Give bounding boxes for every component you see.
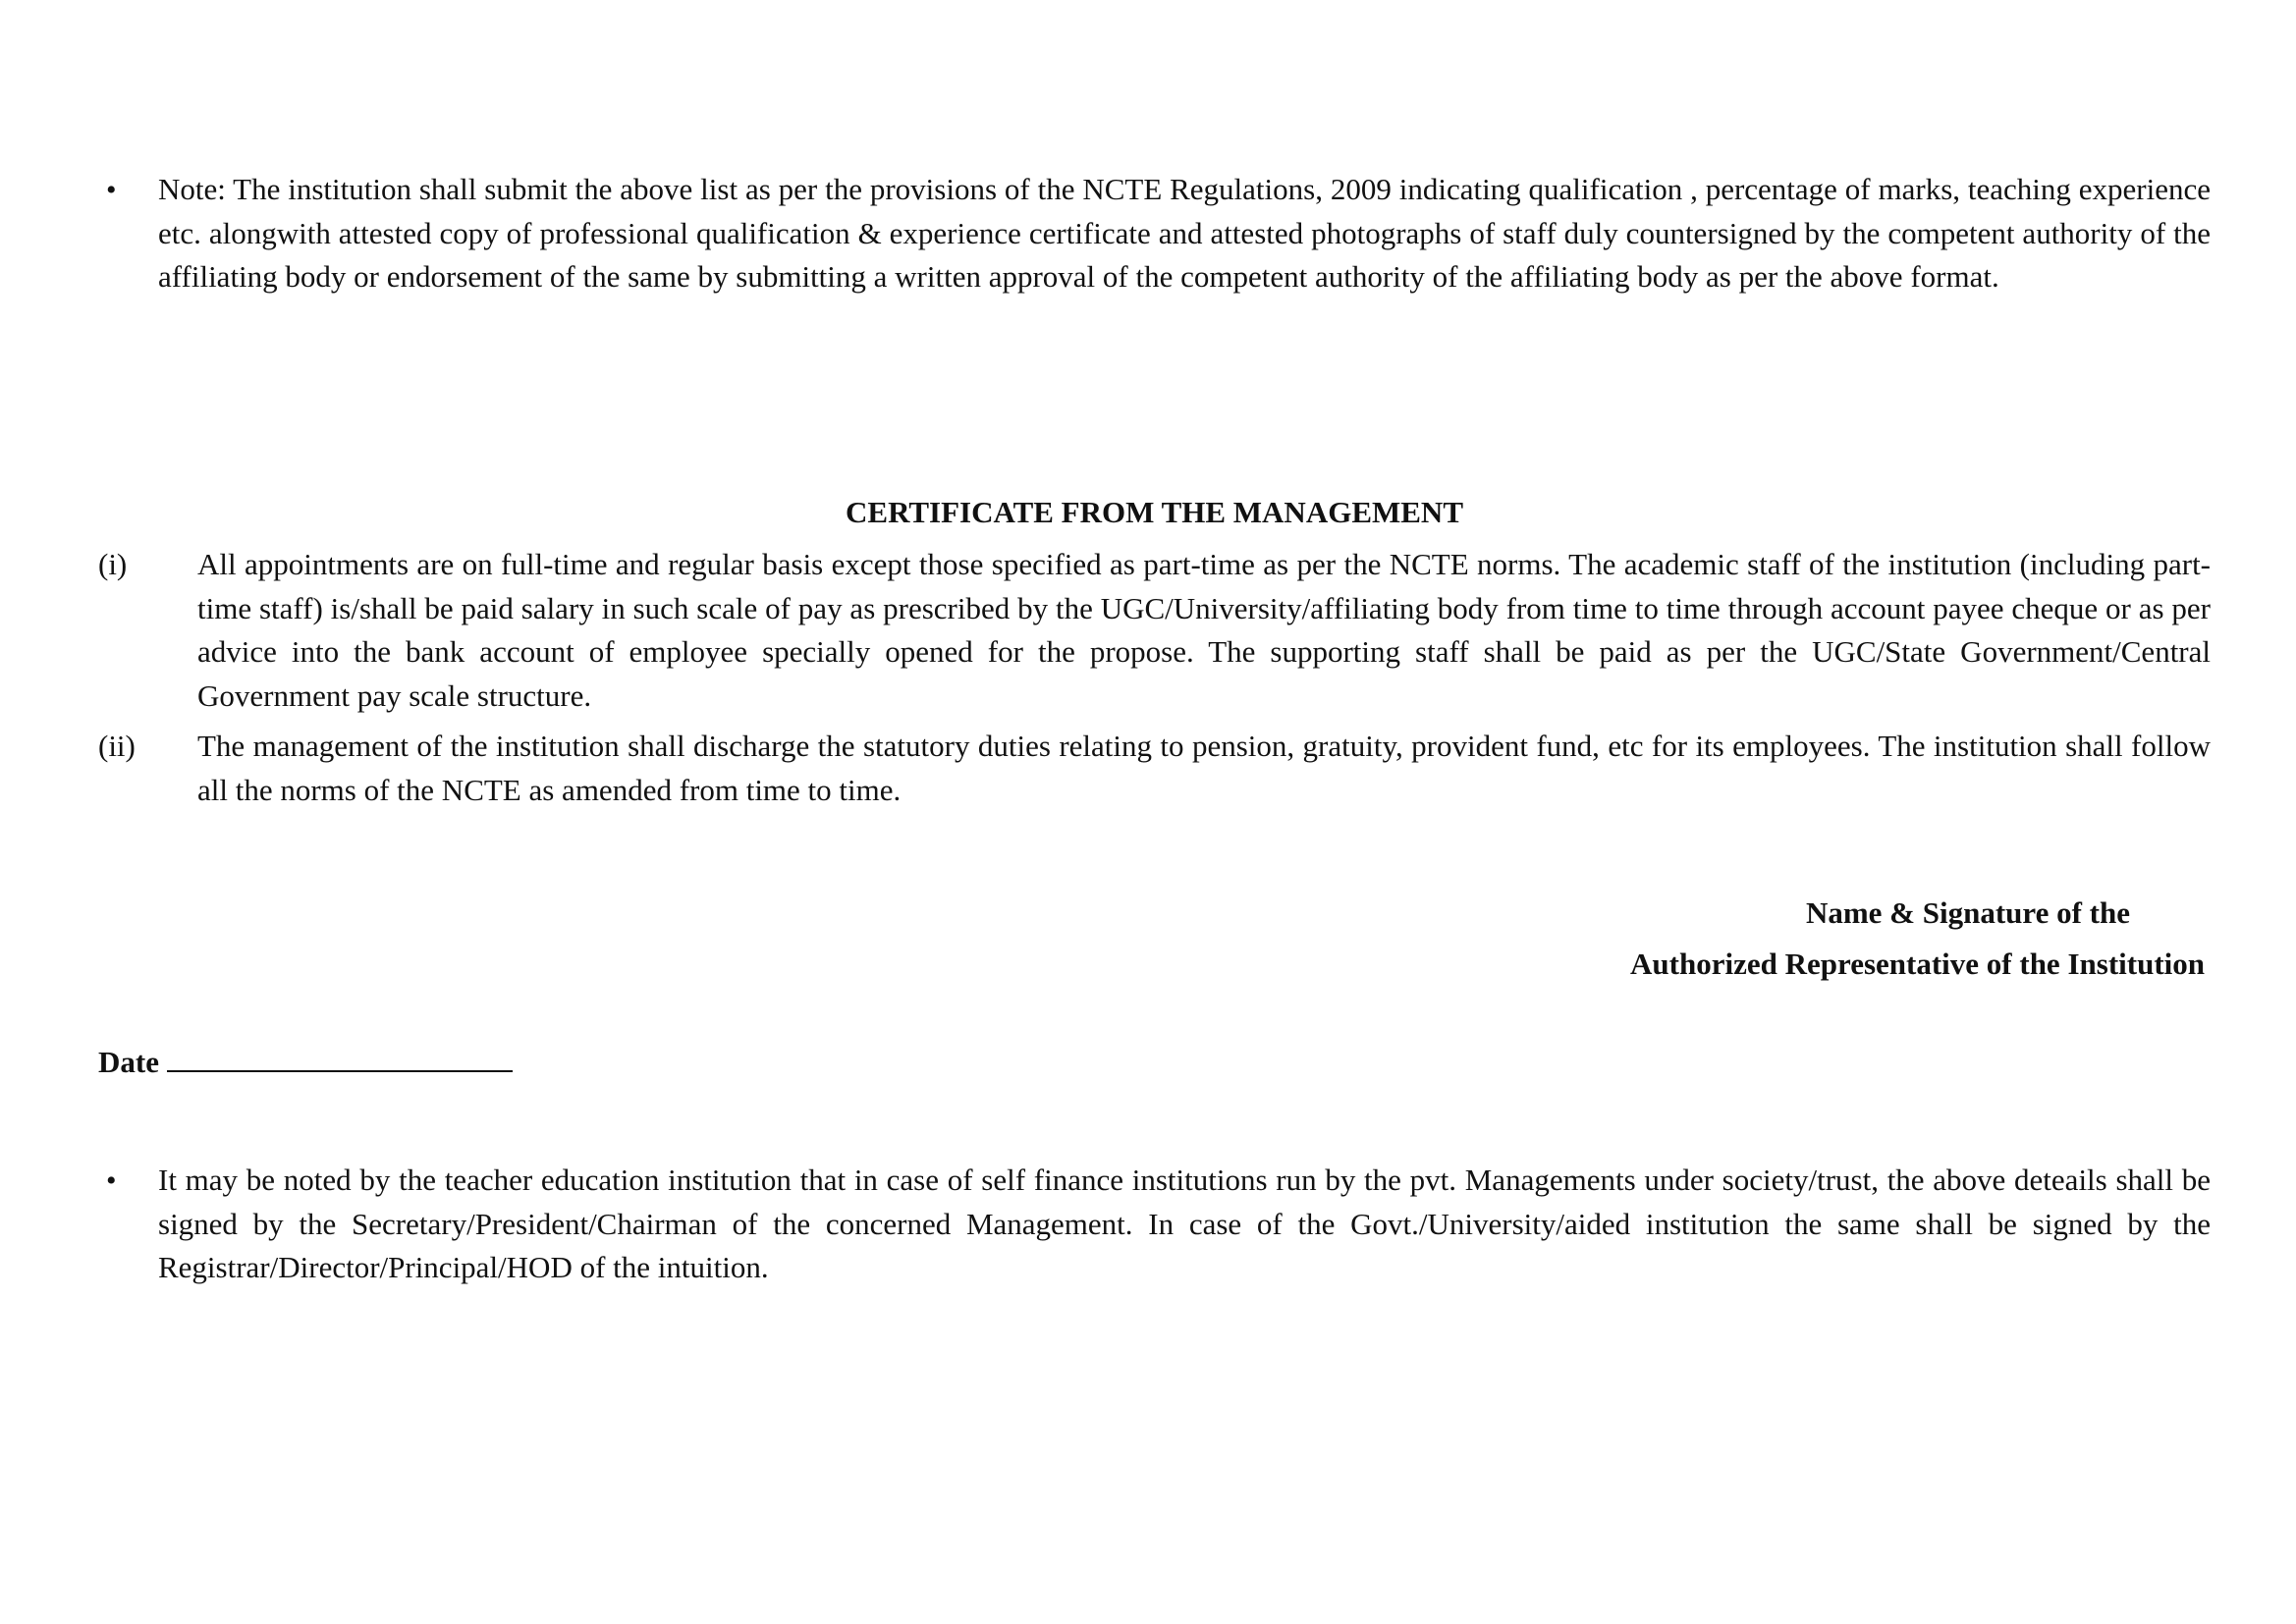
signature-line-2: Authorized Representative of the Institution [1630,947,2205,981]
footer-bullet-marker: • [106,1164,117,1197]
note-bullet-marker: • [106,174,117,206]
certificate-heading: CERTIFICATE FROM THE MANAGEMENT [846,495,1463,529]
date-label: Date [98,1045,159,1079]
footer-paragraph: It may be noted by the teacher education institution that in case of self finance institutions run by the pvt. Managements under society/trust, the above deteails shall be signed by the Secretary/President/Chairman of the concerned Management. In case of the Govt./University/aided institution the same shall be signed by the Registrar/Director/Principal/HOD of the intuition. [158,1163,2211,1284]
item-i-marker: (i) [98,547,128,581]
date-field [98,1041,513,1084]
date-blank-rule [167,1070,513,1072]
item-ii-paragraph: The management of the institution shall discharge the statutory duties relating to pension, gratuity, provident fund, etc for its employees. The institution shall follow all the norms of the NCTE as amended from time to time. [197,729,2211,807]
note-paragraph: Note: The institution shall submit the above list as per the provisions of the NCTE Regulations, 2009 indicating qualification , percentage of marks, teaching experience etc. alongwith attested copy of professional qualification & experience certificate and attested photographs of staff duly countersigned by the competent authority of the affiliating body or endorsement of the same by submitting a written approval of the competent authority of the affiliating body as per the above format. [158,172,2211,294]
item-ii-marker: (ii) [98,729,136,763]
item-i-paragraph: All appointments are on full-time and regular basis except those specified as part-time as per the NCTE norms. The academic staff of the institution (including part-time staff) is/shall be paid salary in such scale of pay as prescribed by the UGC/University/affiliating body from time to time through account payee cheque or as per advice into the bank account of employee specially opened for the propose. The supporting staff shall be paid as per the UGC/State Government/Central Government pay scale structure. [197,547,2211,713]
signature-line-1: Name & Signature of the [1805,895,2130,930]
